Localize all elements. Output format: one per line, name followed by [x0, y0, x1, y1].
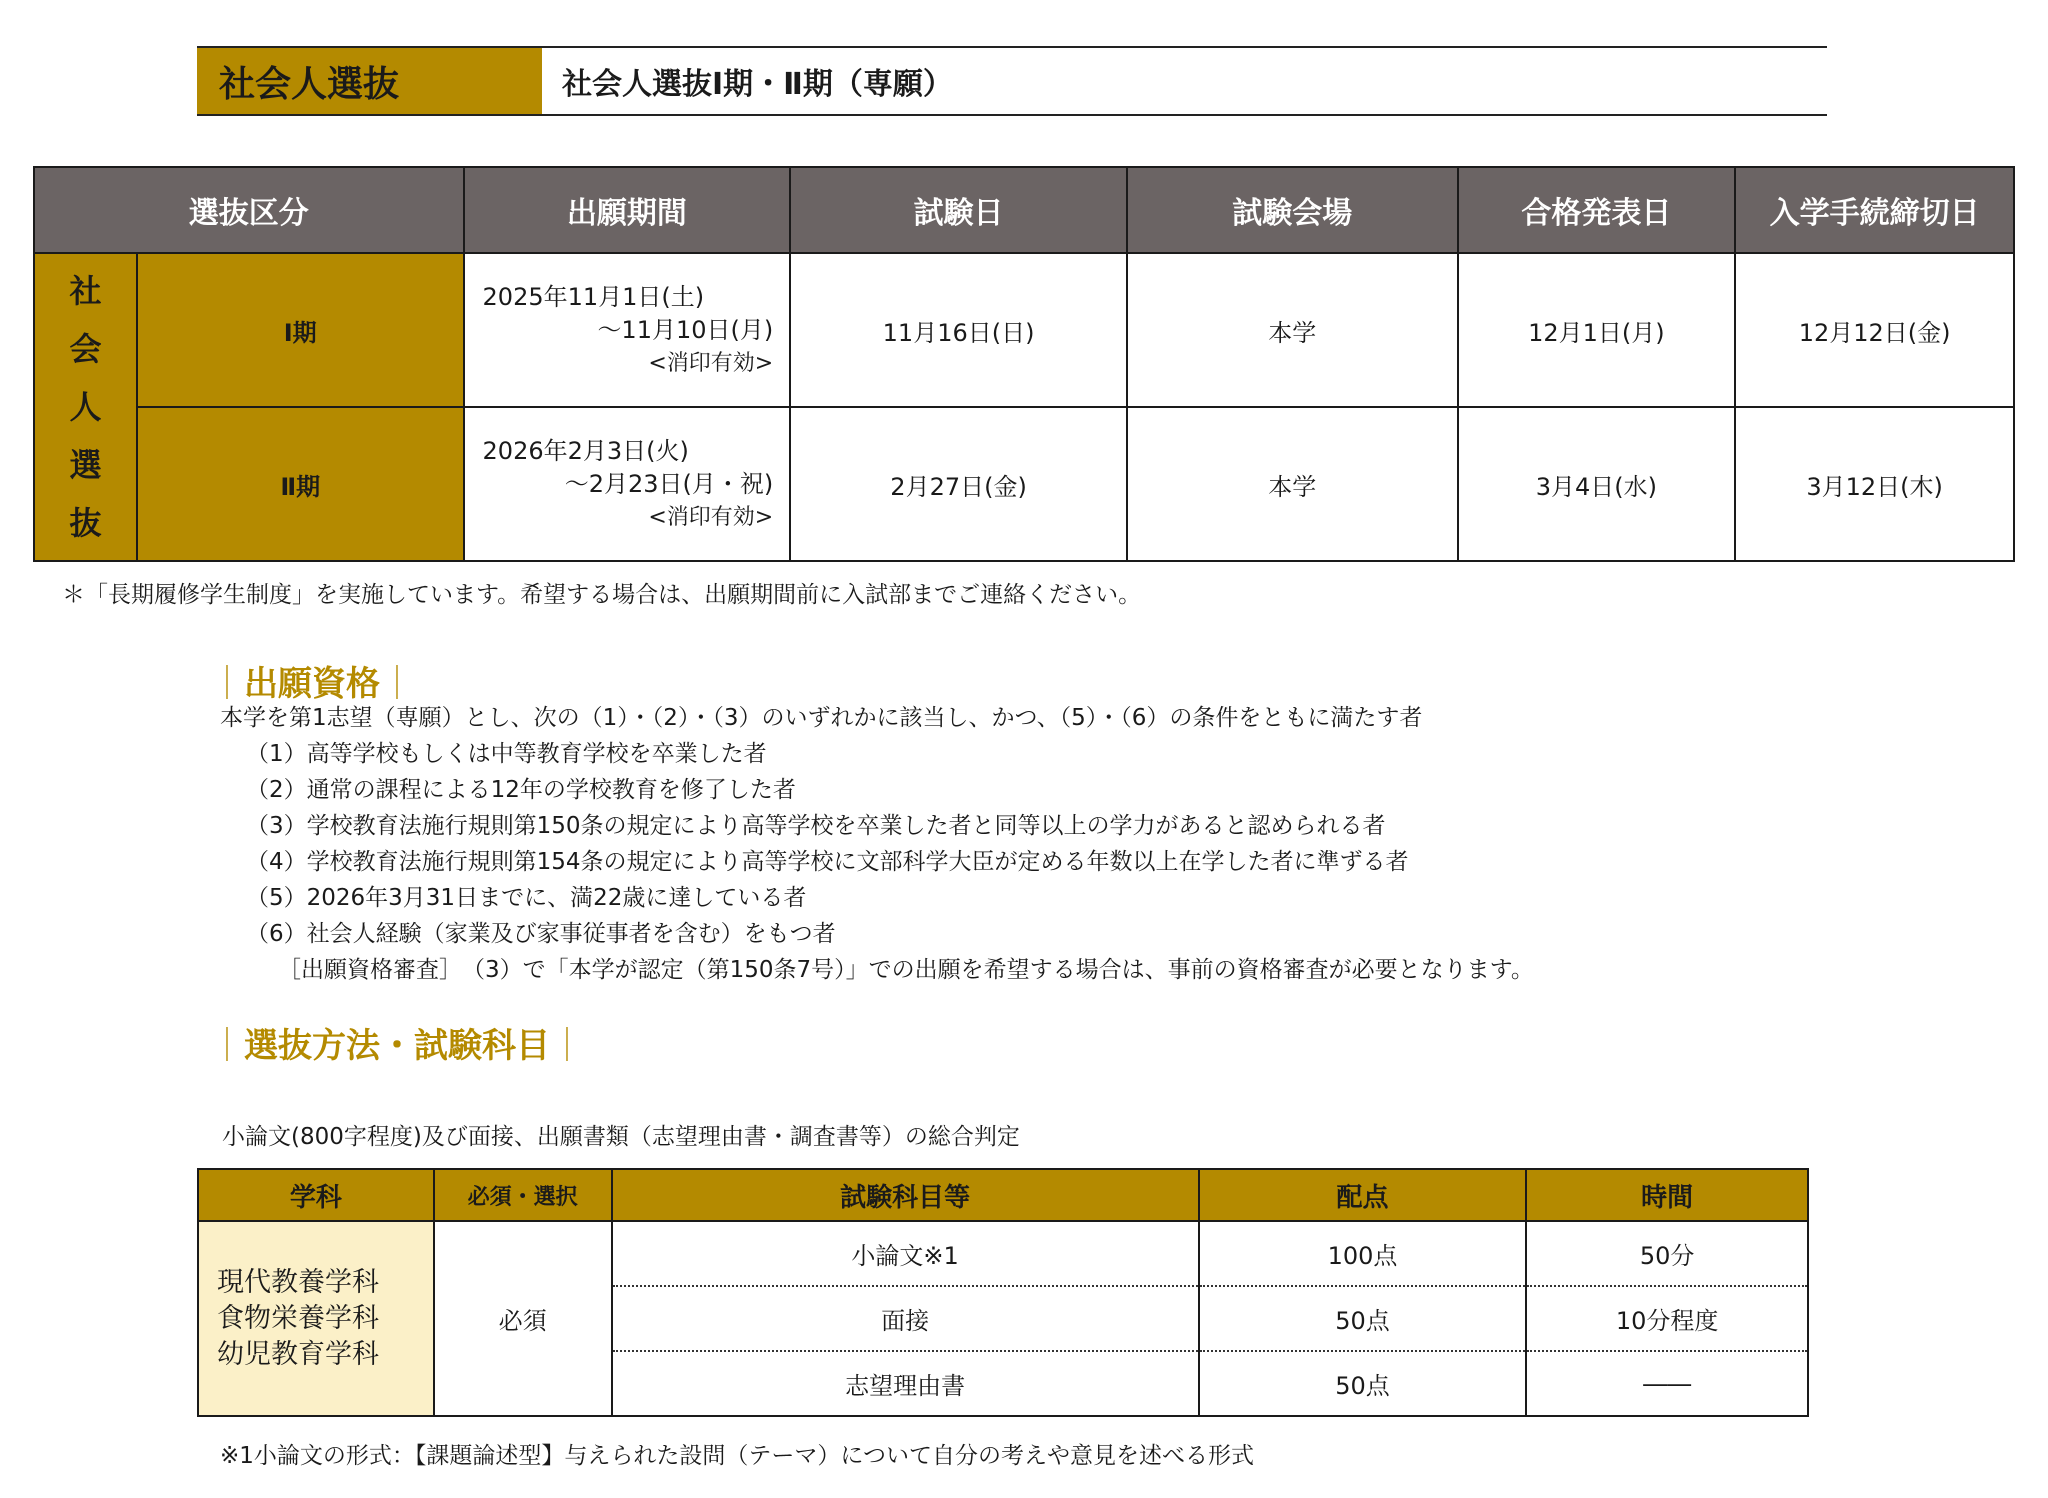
- th-requirement: 必須・選択: [434, 1169, 612, 1221]
- period-note: <消印有効>: [648, 504, 774, 530]
- category-char: 社: [69, 272, 102, 310]
- qualification-heading-text: 出願資格: [244, 664, 380, 704]
- subject-time: ――: [1526, 1351, 1808, 1416]
- deadline: 3月12日(木): [1735, 407, 2014, 561]
- th-category: 選抜区分: [34, 167, 464, 253]
- deadline: 12月12日(金): [1735, 253, 2014, 407]
- period-start: 2025年11月1日(土): [482, 282, 705, 311]
- selection-heading-text: 選抜方法・試験科目: [244, 1026, 550, 1066]
- th-time: 時間: [1526, 1169, 1808, 1221]
- term-label: Ⅰ期: [137, 253, 464, 407]
- heading-bar: ｜: [380, 664, 414, 704]
- subject-name: 小論文※1: [612, 1221, 1199, 1286]
- subjects-header-row: [198, 1169, 1808, 1221]
- header-category: 社会人選抜: [197, 48, 542, 114]
- qualification-list: [220, 700, 1534, 988]
- qualification-item: （4）学校教育法施行規則第154条の規定により高等学校に文部科学大臣が定める年数以上在学した者に準ずる者: [246, 849, 1409, 875]
- department-list: [198, 1221, 434, 1416]
- requirement: 必須: [434, 1221, 612, 1416]
- category-char: 人: [69, 388, 102, 426]
- qualification-item: （2）通常の課程による12年の学校教育を修了した者: [246, 777, 796, 803]
- result-date: 3月4日(水): [1458, 407, 1736, 561]
- result-date: 12月1日(月): [1458, 253, 1736, 407]
- header-title: 社会人選抜Ⅰ期・Ⅱ期（専願）: [562, 67, 953, 102]
- category-vertical-label: [34, 253, 137, 561]
- department-name: 現代教養学科: [217, 1266, 379, 1298]
- period-note: <消印有効>: [648, 350, 774, 376]
- qualification-intro: 本学を第1志望（専願）とし、次の（1）・（2）・（3）のいずれかに該当し、かつ、（5）・（6）の条件をともに満たす者: [220, 705, 1423, 731]
- subject-time: 50分: [1526, 1221, 1808, 1286]
- th-subject: 試験科目等: [612, 1169, 1199, 1221]
- selection-heading: [210, 1018, 584, 1067]
- period-start: 2026年2月3日(火): [482, 436, 689, 465]
- selection-method: 小論文(800字程度)及び面接、出願書類（志望理由書・調査書等）の総合判定: [222, 1124, 1020, 1150]
- subject-time: 10分程度: [1526, 1286, 1808, 1351]
- schedule-row-1: [34, 253, 2014, 407]
- subject-row: [198, 1221, 1808, 1286]
- application-period: [464, 407, 791, 561]
- category-char: 会: [69, 330, 102, 368]
- th-deadline: 入学手続締切日: [1735, 167, 2014, 253]
- subjects-table: [197, 1168, 1809, 1417]
- department-name: 食物栄養学科: [217, 1302, 379, 1334]
- subject-name: 志望理由書: [612, 1351, 1199, 1416]
- application-period: [464, 253, 791, 407]
- qualification-review-note: ［出願資格審査］ （3）で「本学が認定（第150条7号）」での出願を希望する場合は、事前の資格審査が必要となります。: [278, 957, 1534, 983]
- schedule-row-2: [34, 407, 2014, 561]
- category-char: 選: [69, 446, 102, 484]
- period-end: ～2月23日(月・祝): [564, 469, 774, 498]
- period-end: ～11月10日(月): [597, 315, 774, 344]
- heading-bar: ｜: [550, 1026, 584, 1066]
- exam-date: 11月16日(日): [790, 253, 1127, 407]
- subject-points: 100点: [1199, 1221, 1527, 1286]
- category-char: 抜: [69, 504, 102, 542]
- subject-points: 50点: [1199, 1286, 1527, 1351]
- th-points: 配点: [1199, 1169, 1527, 1221]
- essay-footnote: ※1小論文の形式：【課題論述型】与えられた設問（テーマ）について自分の考えや意見を述べる形式: [220, 1443, 1254, 1469]
- heading-bar: ｜: [210, 1026, 244, 1066]
- th-period: 出願期間: [464, 167, 791, 253]
- th-department: 学科: [198, 1169, 434, 1221]
- th-exam-date: 試験日: [790, 167, 1127, 253]
- qualification-item: （5）2026年3月31日までに、満22歳に達している者: [246, 885, 807, 911]
- term-label: Ⅱ期: [137, 407, 464, 561]
- exam-date: 2月27日(金): [790, 407, 1127, 561]
- qualification-item: （3）学校教育法施行規則第150条の規定により高等学校を卒業した者と同等以上の学力があると認められる者: [246, 813, 1386, 839]
- department-name: 幼児教育学科: [217, 1338, 379, 1370]
- subject-name: 面接: [612, 1286, 1199, 1351]
- heading-bar: ｜: [210, 664, 244, 704]
- subject-points: 50点: [1199, 1351, 1527, 1416]
- section-header: [197, 46, 1827, 116]
- th-venue: 試験会場: [1127, 167, 1458, 253]
- th-result-date: 合格発表日: [1458, 167, 1736, 253]
- qualification-item: （1）高等学校もしくは中等教育学校を卒業した者: [246, 741, 767, 767]
- qualification-heading: [210, 656, 414, 705]
- schedule-note: ＊「長期履修学生制度」を実施しています。希望する場合は、出願期間前に入試部までご連絡ください。: [62, 582, 1142, 608]
- qualification-item: （6）社会人経験（家業及び家事従事者を含む）をもつ者: [246, 921, 836, 947]
- venue: 本学: [1127, 407, 1458, 561]
- schedule-header-row: [34, 167, 2014, 253]
- schedule-table: [33, 166, 2015, 562]
- venue: 本学: [1127, 253, 1458, 407]
